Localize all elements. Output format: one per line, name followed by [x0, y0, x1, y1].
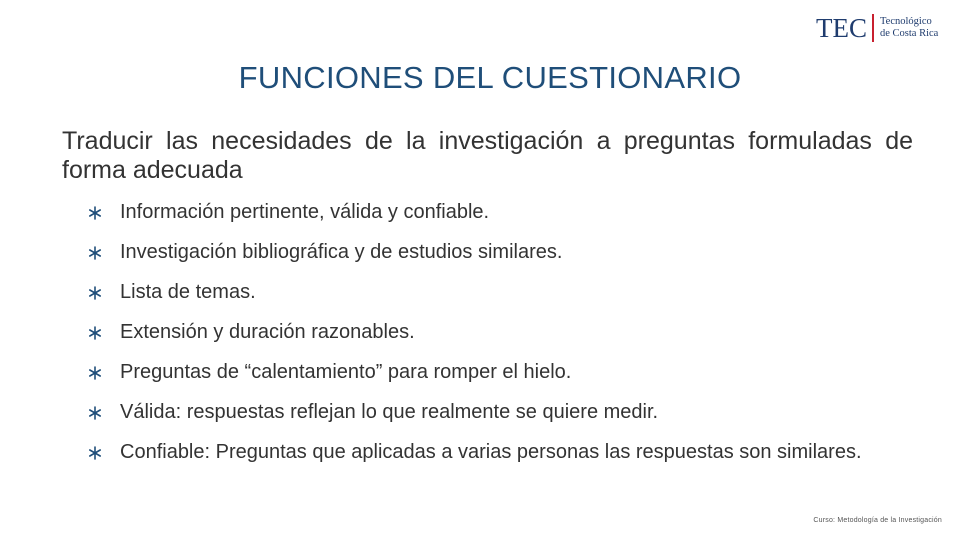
bullet-item — [88, 241, 918, 263]
intro-paragraph: Traducir las necesidades de la investigación a preguntas formuladas de forma adecuada — [62, 127, 913, 184]
six-point-star-icon — [88, 246, 102, 260]
bullet-text: Preguntas de “calentamiento” para romper el hielo. — [120, 361, 572, 383]
six-point-star-icon — [88, 286, 102, 300]
bullet-text: Extensión y duración razonables. — [120, 321, 415, 343]
bullet-text: Lista de temas. — [120, 281, 256, 303]
bullet-item — [88, 401, 918, 423]
bullet-text: Investigación bibliográfica y de estudios similares. — [120, 241, 563, 263]
logo-line-2: de Costa Rica — [880, 28, 939, 39]
logo-mark: TEC — [816, 12, 867, 43]
bullet-item — [88, 441, 918, 463]
bullet-item — [88, 361, 918, 383]
tec-logo — [816, 12, 938, 44]
six-point-star-icon — [88, 366, 102, 380]
logo-text — [880, 16, 938, 40]
bullet-text: Válida: respuestas reflejan lo que realmente se quiere medir. — [120, 401, 659, 423]
logo-separator — [872, 14, 874, 42]
six-point-star-icon — [88, 326, 102, 340]
bullet-text: Información pertinente, válida y confiable. — [120, 201, 490, 223]
logo-line-1: Tecnológico — [880, 16, 932, 27]
six-point-star-icon — [88, 206, 102, 220]
bullet-text: Confiable: Preguntas que aplicadas a varias personas las respuestas son similares. — [120, 441, 862, 463]
footer-course: Curso: Metodología de la Investigación — [813, 517, 942, 524]
slide-title: FUNCIONES DEL CUESTIONARIO — [238, 60, 742, 95]
six-point-star-icon — [88, 406, 102, 420]
six-point-star-icon — [88, 446, 102, 460]
bullet-list — [88, 201, 918, 481]
bullet-item — [88, 321, 918, 343]
bullet-item — [88, 281, 918, 303]
bullet-item — [88, 201, 918, 223]
